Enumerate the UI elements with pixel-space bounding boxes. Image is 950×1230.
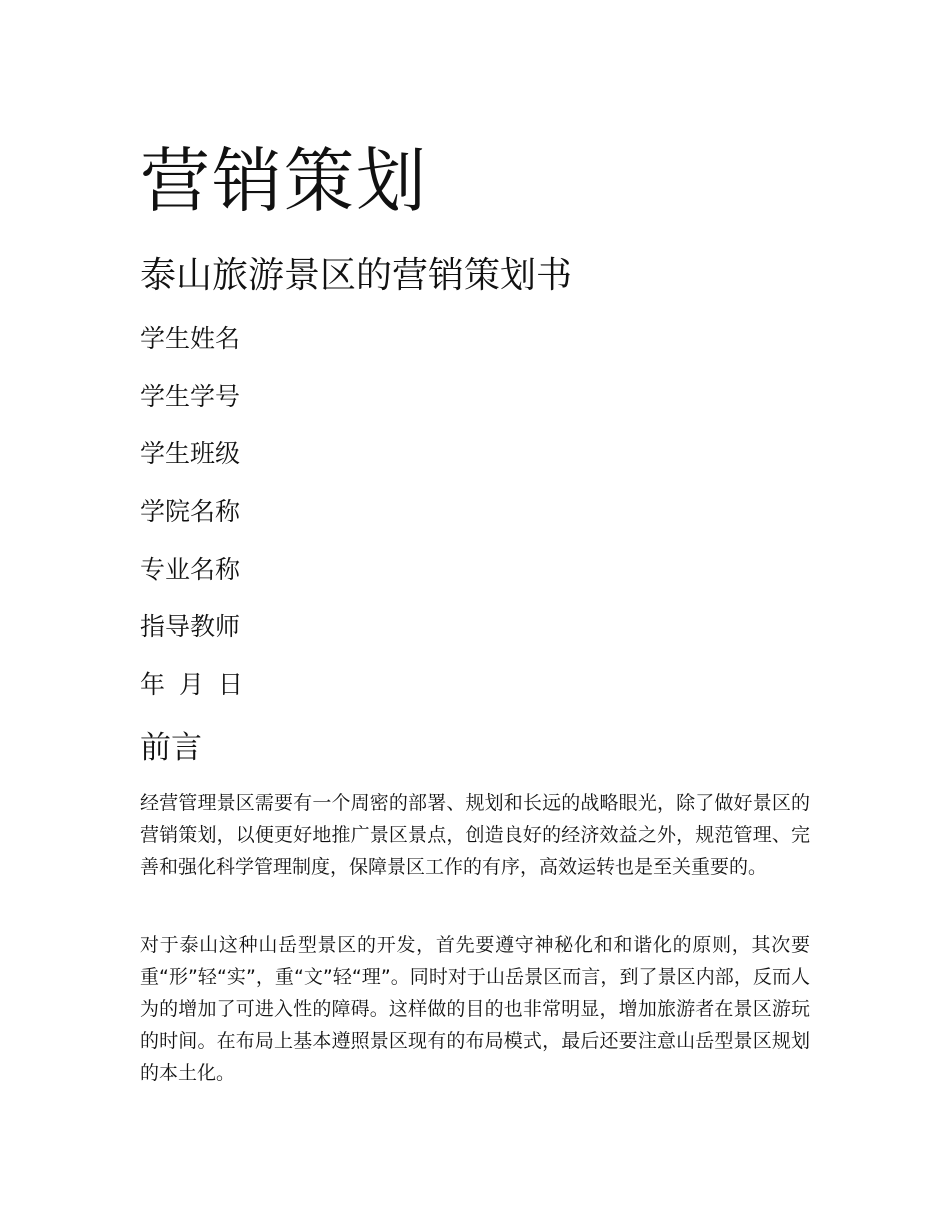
document-title: 营销策划 bbox=[140, 140, 428, 222]
field-student-name: 学生姓名 bbox=[140, 324, 241, 353]
field-student-id: 学生学号 bbox=[140, 382, 241, 411]
preface-paragraph-2: 对于泰山这种山岳型景区的开发，首先要遵守神秘化和和谐化的原则，其次要重“形”轻“实”，重“文”轻“理”。同时对于山岳景区而言，到了景区内部，反而人为的增加了可进入性的障碍。这样做的目的也非常明显，增加旅游者在景区游玩的时间。在布局上基本遵照景区现有的布局模式，最后还要注意山岳型景区规划的本土化。 bbox=[140, 934, 810, 1084]
document-subtitle: 泰山旅游景区的营销策划书 bbox=[140, 255, 573, 296]
date-row bbox=[140, 669, 257, 701]
field-advisor: 指导教师 bbox=[140, 612, 241, 641]
preface-heading: 前言 bbox=[140, 730, 202, 766]
date-day: 日 bbox=[218, 670, 244, 699]
date-month: 月 bbox=[179, 670, 205, 699]
preface-paragraph-1: 经营管理景区需要有一个周密的部署、规划和长远的战略眼光，除了做好景区的营销策划，以便更好地推广景区景点，创造良好的经济效益之外，规范管理、完善和强化科学管理制度，保障景区工作的有序，高效运转也是至关重要的。 bbox=[140, 792, 810, 878]
field-major-name: 专业名称 bbox=[140, 555, 241, 584]
date-year: 年 bbox=[140, 670, 166, 699]
field-student-class: 学生班级 bbox=[140, 439, 241, 468]
field-college-name: 学院名称 bbox=[140, 497, 241, 526]
